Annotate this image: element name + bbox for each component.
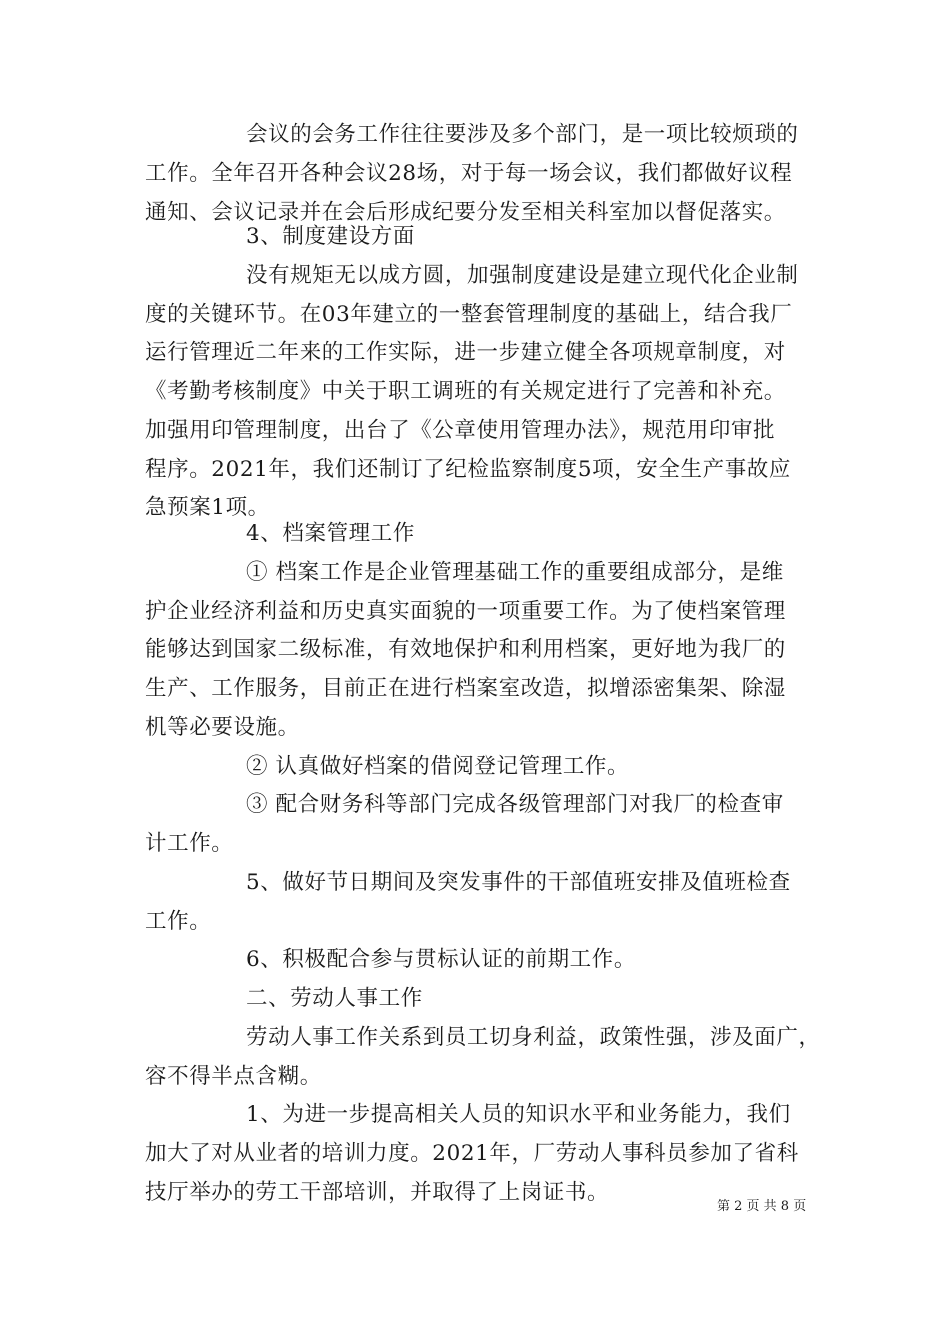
- text-line: 计工作。: [145, 831, 234, 856]
- text-line: ② 认真做好档案的借阅登记管理工作。: [246, 754, 630, 779]
- text-line: 度的关键环节。在03年建立的一整套管理制度的基础上，结合我厂: [145, 302, 793, 327]
- page-number: 第 2 页 共 8 页: [717, 1199, 807, 1214]
- text-line: 6、积极配合参与贯标认证的前期工作。: [246, 947, 636, 972]
- text-line: 容不得半点含糊。: [145, 1064, 322, 1089]
- text-line: 加强用印管理制度，出台了《公章使用管理办法》，规范用印审批: [145, 418, 776, 443]
- text-line: 急预案1项。: [145, 495, 270, 520]
- text-line: 《考勤考核制度》中关于职工调班的有关规定进行了完善和补充。: [145, 379, 786, 404]
- text-line: 工作。全年召开各种会议28场，对于每一场会议，我们都做好议程: [145, 161, 793, 186]
- text-line: 运行管理近二年来的工作实际，进一步建立健全各项规章制度，对: [145, 340, 786, 365]
- text-line: 生产、工作服务，目前正在进行档案室改造，拟增添密集架、除湿: [145, 676, 786, 701]
- text-line: 5、做好节日期间及突发事件的干部值班安排及值班检查: [246, 870, 791, 895]
- text-line: 程序。2021年，我们还制订了纪检监察制度5项，安全生产事故应: [145, 457, 791, 482]
- text-line: 没有规矩无以成方圆，加强制度建设是建立现代化企业制: [246, 263, 799, 288]
- section-heading: 3、制度建设方面: [246, 224, 415, 249]
- text-line: 能够达到国家二级标准，有效地保护和利用档案，更好地为我厂的: [145, 637, 786, 662]
- text-line: 通知、会议记录并在会后形成纪要分发至相关科室加以督促落实。: [145, 200, 786, 225]
- text-line: 护企业经济利益和历史真实面貌的一项重要工作。为了使档案管理: [145, 599, 786, 624]
- text-line: ① 档案工作是企业管理基础工作的重要组成部分，是维: [246, 560, 784, 585]
- section-heading: 4、档案管理工作: [246, 521, 415, 546]
- text-line: 1、为进一步提高相关人员的知识水平和业务能力，我们: [246, 1102, 791, 1127]
- text-line: 技厅举办的劳工干部培训，并取得了上岗证书。: [145, 1180, 610, 1205]
- text-line: 加大了对从业者的培训力度。2021年，厂劳动人事科员参加了省科: [145, 1141, 799, 1166]
- section-heading: 二、劳动人事工作: [246, 986, 423, 1011]
- text-line: 会议的会务工作往往要涉及多个部门，是一项比较烦琐的: [246, 122, 799, 147]
- text-line: 劳动人事工作关系到员工切身利益，政策性强，涉及面广，: [246, 1025, 821, 1050]
- text-line: ③ 配合财务科等部门完成各级管理部门对我厂的检查审: [246, 792, 784, 817]
- text-line: 工作。: [145, 909, 212, 934]
- text-line: 机等必要设施。: [145, 715, 300, 740]
